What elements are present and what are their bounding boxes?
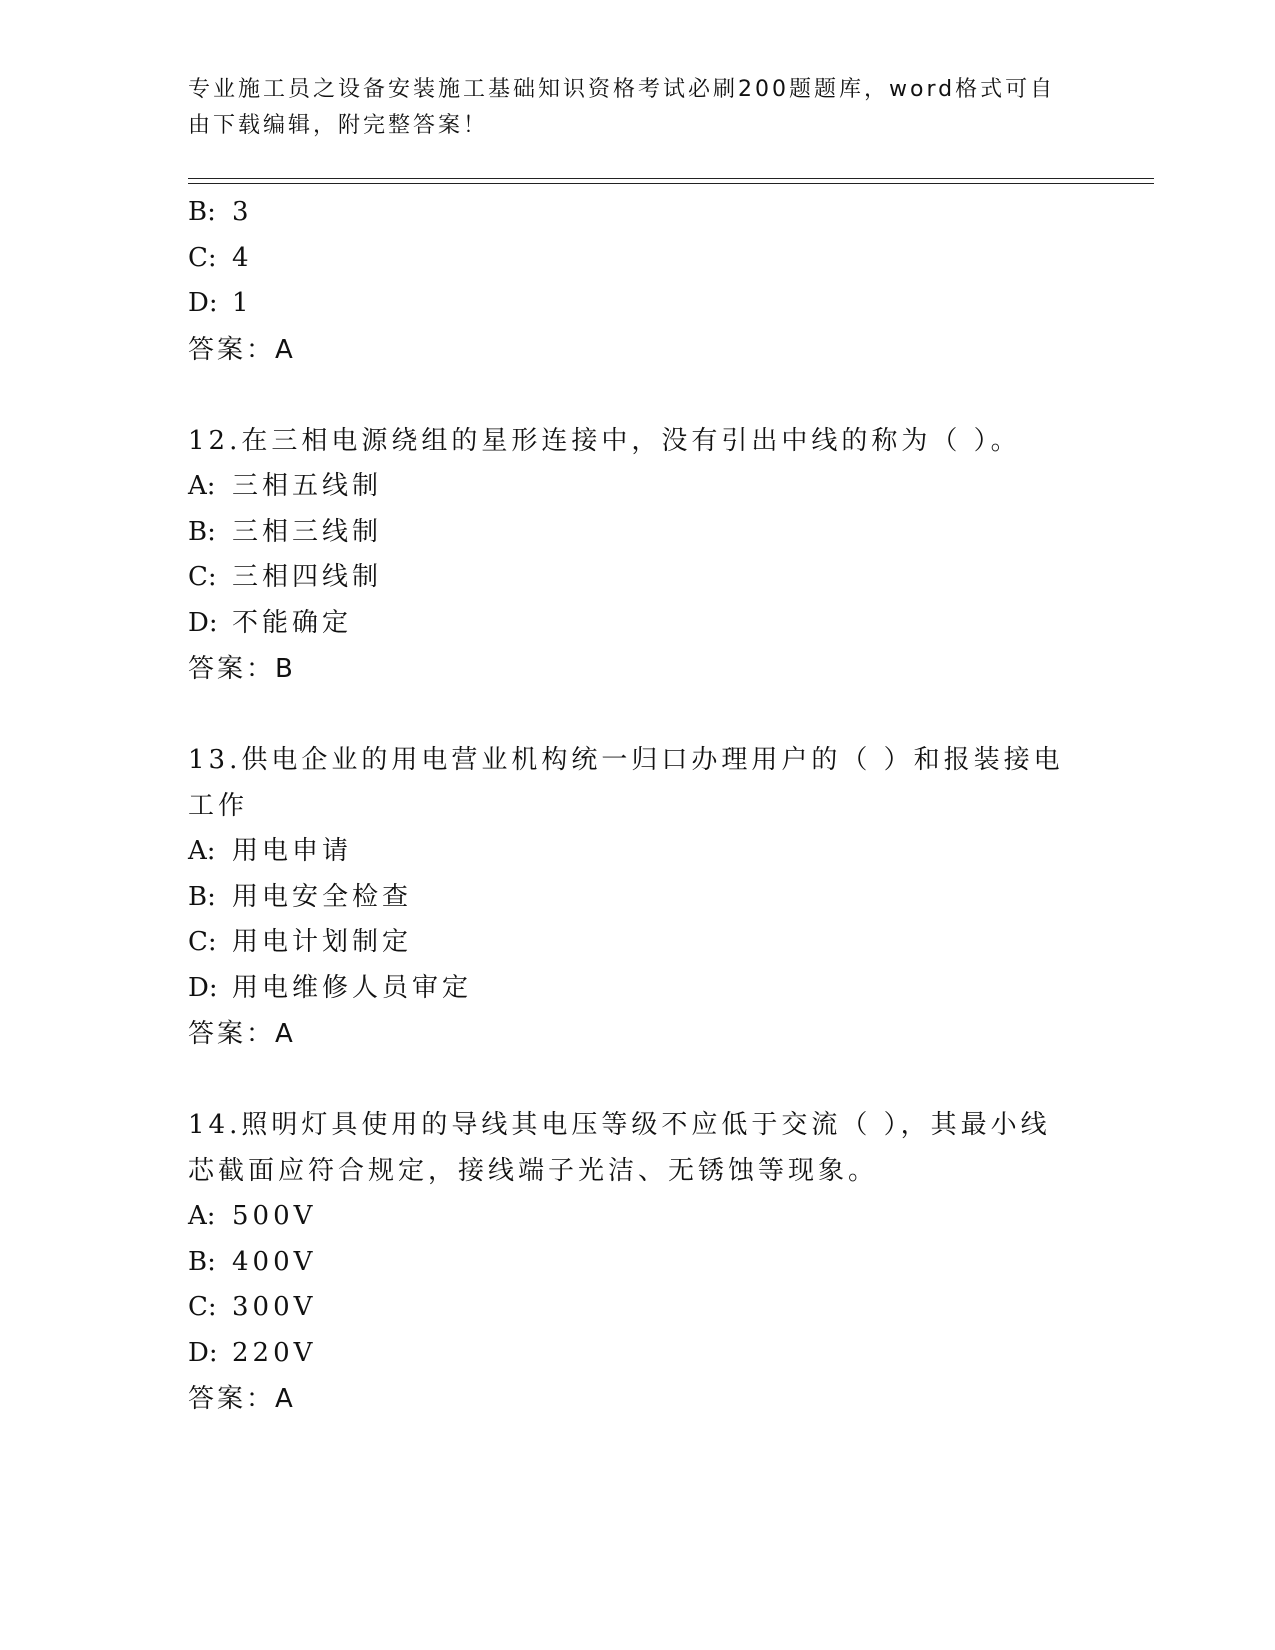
question-text: 14.照明灯具使用的导线其电压等级不应低于交流（ ），其最小线芯截面应符合规定，接线端子光洁、无锈蚀等现象。 (188, 1110, 1051, 1186)
option-text: 三相四线制 (232, 562, 383, 592)
option-c (188, 1285, 1088, 1331)
option-label: D: (188, 972, 218, 1003)
page-header-title: 专业施工员之设备安装施工基础知识资格考试必刷200题题库，word格式可自由下载编辑，附完整答案！ (188, 77, 1056, 138)
header-divider-bottom (188, 183, 1154, 184)
option-text: 不能确定 (232, 607, 353, 638)
answer-line: 答案：A (188, 334, 296, 365)
option-text: 400V (232, 1246, 317, 1277)
option-b (188, 190, 1088, 236)
option-c (188, 920, 1088, 966)
option-a (188, 464, 1088, 510)
option-a (188, 829, 1088, 875)
option-label: A: (188, 836, 216, 866)
option-d (188, 601, 1088, 647)
option-label: A: (188, 471, 216, 501)
answer-line: 答案：B (188, 654, 296, 684)
option-c (188, 236, 1088, 282)
option-label: A: (188, 1201, 216, 1231)
option-label: B: (188, 516, 216, 547)
question-block-14 (188, 1103, 1088, 1422)
option-text: 220V (232, 1337, 317, 1368)
option-label: C: (188, 1292, 217, 1322)
option-text: 1 (232, 288, 253, 318)
option-text: 用电安全检查 (232, 881, 413, 912)
option-b (188, 1240, 1088, 1286)
option-c (188, 555, 1088, 601)
question-block-12 (188, 419, 1088, 693)
option-label: B: (188, 1246, 216, 1277)
answer-line: 答案：A (188, 1019, 296, 1049)
option-text: 三相三线制 (232, 516, 383, 547)
option-d (188, 966, 1088, 1012)
option-text: 用电维修人员审定 (232, 972, 473, 1003)
option-label: B: (188, 881, 216, 912)
option-text: 三相五线制 (232, 471, 383, 501)
option-d (188, 1331, 1088, 1377)
option-label: C: (188, 927, 217, 957)
question-block-13 (188, 738, 1088, 1057)
option-b (188, 875, 1088, 921)
option-d (188, 281, 1088, 327)
option-label: D: (188, 1337, 218, 1368)
answer-line: 答案：A (188, 1384, 296, 1414)
option-text: 500V (232, 1201, 317, 1231)
option-label: B: (188, 197, 216, 227)
option-label: C: (188, 562, 217, 592)
option-label: D: (188, 607, 218, 638)
option-text: 用电计划制定 (232, 927, 413, 957)
option-text: 3 (232, 197, 253, 227)
option-text: 4 (232, 242, 253, 273)
option-b (188, 510, 1088, 556)
header-divider-top (188, 178, 1154, 179)
option-text: 300V (232, 1292, 317, 1322)
option-label: C: (188, 242, 217, 273)
option-a (188, 1194, 1088, 1240)
question-list (188, 190, 1088, 1422)
question-text: 13.供电企业的用电营业机构统一归口办理用户的（ ）和报装接电工作 (188, 745, 1064, 821)
continued-question-block (188, 190, 1088, 373)
question-text: 12.在三相电源绕组的星形连接中，没有引出中线的称为（ ）。 (188, 425, 1021, 456)
option-text: 用电申请 (232, 836, 353, 866)
option-label: D: (188, 288, 218, 318)
